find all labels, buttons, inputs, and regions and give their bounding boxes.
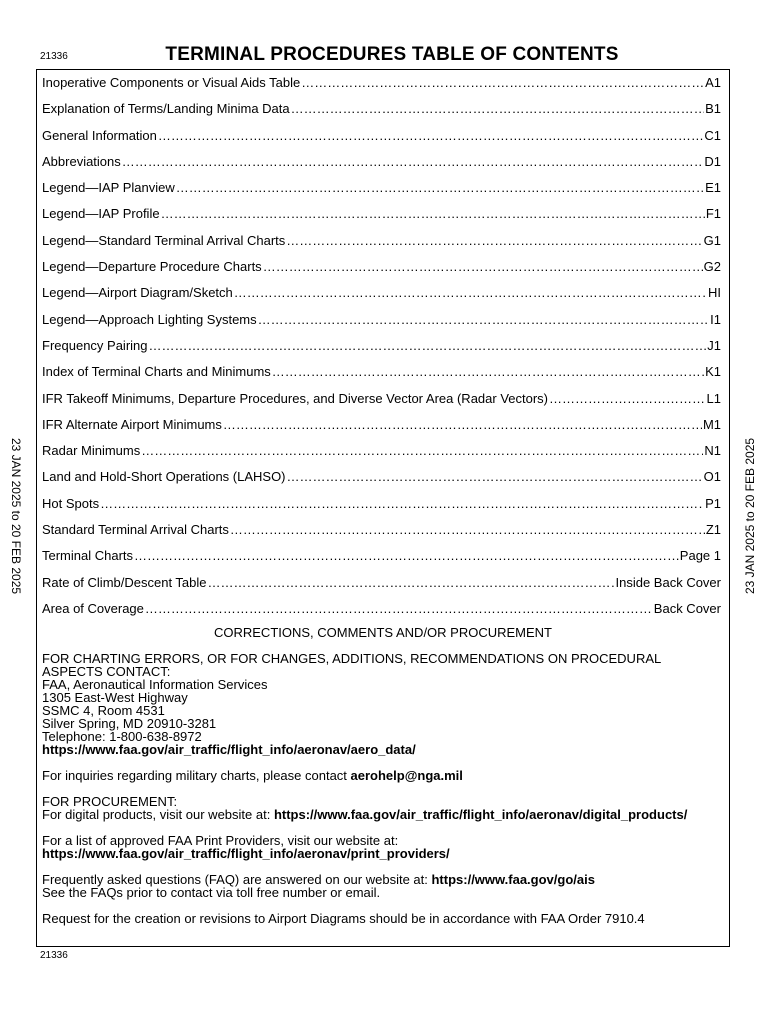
toc-entry-label: Inoperative Components or Visual Aids Table (42, 75, 301, 90)
toc-leader-dots (223, 416, 702, 434)
toc-leader-dots (291, 100, 704, 118)
toc-entry-label: Land and Hold-Short Operations (LAHSO) (42, 469, 286, 485)
digital-products-link[interactable]: https://www.faa.gov/air_traffic/flight_info/aeronav/digital_products/ (273, 807, 688, 822)
address-line-4: Silver Spring, MD 20910-3281 (42, 716, 217, 731)
toc-entry-page: Inside Back Cover (615, 574, 721, 590)
toc-leader-dots (286, 232, 702, 250)
toc-entry-page: Page 1 (679, 548, 721, 564)
toc-entry[interactable] (42, 363, 721, 389)
toc-entry[interactable] (42, 258, 721, 284)
toc-leader-dots (272, 363, 704, 381)
toc-leader-dots (176, 179, 704, 197)
toc-entry[interactable] (42, 179, 721, 205)
aero-data-link[interactable]: https://www.faa.gov/air_traffic/flight_info/aeronav/aero_data/ (42, 742, 416, 757)
digital-products-text: For digital products, visit our website at: (42, 807, 274, 822)
toc-entry[interactable] (42, 127, 721, 153)
toc-entry[interactable] (42, 311, 721, 337)
toc-entry[interactable] (42, 547, 721, 573)
toc-leader-dots (263, 258, 703, 276)
toc-entry-page: E1 (705, 180, 721, 196)
toc-entry[interactable] (42, 337, 721, 363)
toc-entry-page: K1 (705, 364, 721, 380)
toc-entry[interactable] (42, 600, 721, 626)
toc-entry-label: Area of Coverage (42, 600, 144, 616)
corrections-heading: CORRECTIONS, COMMENTS AND/OR PROCUREMENT (213, 625, 552, 640)
toc-entry-label: Radar Minimums (42, 443, 141, 459)
toc-entry-page: N1 (704, 443, 721, 459)
toc-entry-page: I1 (710, 311, 721, 327)
toc-entry-page: J1 (707, 337, 721, 353)
toc-leader-dots (287, 468, 703, 486)
toc-leader-dots (549, 390, 706, 408)
toc-entry[interactable] (42, 205, 721, 231)
toc-entry-page: G2 (703, 259, 721, 275)
toc-entry-page: D1 (704, 153, 721, 169)
toc-entry-page: P1 (705, 495, 721, 511)
toc-leader-dots (230, 521, 705, 539)
toc-entry-label: Terminal Charts (42, 548, 134, 564)
toc-entry-label: IFR Alternate Airport Minimums (42, 416, 222, 432)
toc-leader-dots (122, 153, 704, 171)
toc-entry-label: Legend—Standard Terminal Arrival Charts (42, 232, 286, 248)
toc-entry[interactable] (42, 495, 721, 521)
toc-entry-label: Standard Terminal Arrival Charts (42, 522, 229, 538)
address-line-2: 1305 East-West Highway (42, 690, 188, 705)
toc-leader-dots (149, 337, 707, 355)
print-providers-link[interactable]: https://www.faa.gov/air_traffic/flight_info/aeronav/print_providers/ (42, 846, 450, 861)
toc-entry-page: C1 (704, 127, 721, 143)
toc-leader-dots (234, 284, 707, 302)
address-line-1: FAA, Aeronautical Information Services (42, 677, 268, 692)
toc-leader-dots (100, 495, 704, 513)
military-email-link[interactable]: aerohelp@nga.mil (350, 768, 463, 783)
toc-leader-dots (161, 205, 705, 223)
toc-entry[interactable] (42, 100, 721, 126)
toc-entry-page: O1 (703, 469, 721, 485)
toc-entry-page: Z1 (705, 522, 721, 538)
toc-entry-page: HI (708, 285, 721, 301)
corrections-notes (42, 652, 721, 938)
toc-leader-dots (141, 442, 703, 460)
toc-entry-label: Legend—Departure Procedure Charts (42, 259, 262, 275)
toc-entry-page: G1 (703, 232, 721, 248)
effective-dates-left: 23 JAN 2025 to 20 FEB 2025 (9, 437, 23, 595)
toc-entry-label: Explanation of Terms/Landing Minima Data (42, 101, 290, 117)
toc-entry-label: IFR Takeoff Minimums, Departure Procedures, and Diverse Vector Area (Radar Vectors) (42, 390, 549, 406)
faq-text: Frequently asked questions (FAQ) are answered on our website at: (42, 872, 432, 887)
toc-entry-page: B1 (705, 101, 721, 117)
toc-leader-dots (208, 574, 615, 592)
toc-entry[interactable] (42, 416, 721, 442)
toc-entry-page: F1 (705, 206, 721, 222)
toc-leader-dots (145, 600, 653, 618)
toc-entry-page: M1 (702, 416, 721, 432)
faq-note: See the FAQs prior to contact via toll free number or email. (42, 885, 381, 900)
toc-leader-dots (258, 311, 710, 329)
toc-entry[interactable] (42, 284, 721, 310)
toc-entry-page: L1 (706, 390, 721, 406)
toc-list (42, 74, 721, 626)
page-title: TERMINAL PROCEDURES TABLE OF CONTENTS (165, 44, 619, 65)
document-number-bottom: 21336 (40, 950, 68, 961)
toc-entry-label: Index of Terminal Charts and Minimums (42, 364, 271, 380)
toc-entry[interactable] (42, 468, 721, 494)
contents-frame (36, 69, 730, 947)
toc-entry-label: Legend—IAP Planview (42, 180, 175, 196)
document-number-top: 21336 (40, 51, 68, 62)
toc-entry[interactable] (42, 232, 721, 258)
toc-entry-page: Back Cover (653, 600, 721, 616)
toc-leader-dots (134, 547, 679, 565)
toc-entry[interactable] (42, 521, 721, 547)
print-providers-text: For a list of approved FAA Print Providers, visit our website at: (42, 833, 399, 848)
toc-entry[interactable] (42, 442, 721, 468)
military-text: For inquiries regarding military charts, please contact (42, 768, 351, 783)
procurement-heading: FOR PROCUREMENT: (42, 794, 178, 809)
toc-entry[interactable] (42, 390, 721, 416)
toc-entry-label: General Information (42, 127, 157, 143)
telephone-line: Telephone: 1-800-638-8972 (42, 729, 202, 744)
effective-dates-right: 23 JAN 2025 to 20 FEB 2025 (743, 437, 757, 595)
toc-leader-dots (301, 74, 704, 92)
airport-diagram-note: Request for the creation or revisions to Airport Diagrams should be in accordance with FAA Order 7910.4 (42, 911, 645, 926)
toc-entry-page: A1 (705, 75, 721, 90)
toc-entry-label: Legend—Airport Diagram/Sketch (42, 285, 233, 301)
toc-entry-label: Legend—IAP Profile (42, 206, 160, 222)
toc-entry-label: Hot Spots (42, 495, 100, 511)
address-line-3: SSMC 4, Room 4531 (42, 703, 165, 718)
toc-leader-dots (158, 127, 703, 145)
faq-link[interactable]: https://www.faa.gov/go/ais (431, 872, 595, 887)
toc-entry[interactable] (42, 74, 721, 100)
toc-entry-label: Frequency Pairing (42, 337, 148, 353)
toc-entry[interactable] (42, 153, 721, 179)
charting-errors-text: FOR CHARTING ERRORS, OR FOR CHANGES, ADDITIONS, RECOMMENDATIONS ON PROCEDURAL ASPECTS CONTACT: (42, 651, 661, 679)
toc-entry-label: Legend—Approach Lighting Systems (42, 311, 257, 327)
toc-entry-label: Abbreviations (42, 153, 121, 169)
toc-entry-label: Rate of Climb/Descent Table (42, 574, 207, 590)
toc-entry[interactable] (42, 574, 721, 600)
